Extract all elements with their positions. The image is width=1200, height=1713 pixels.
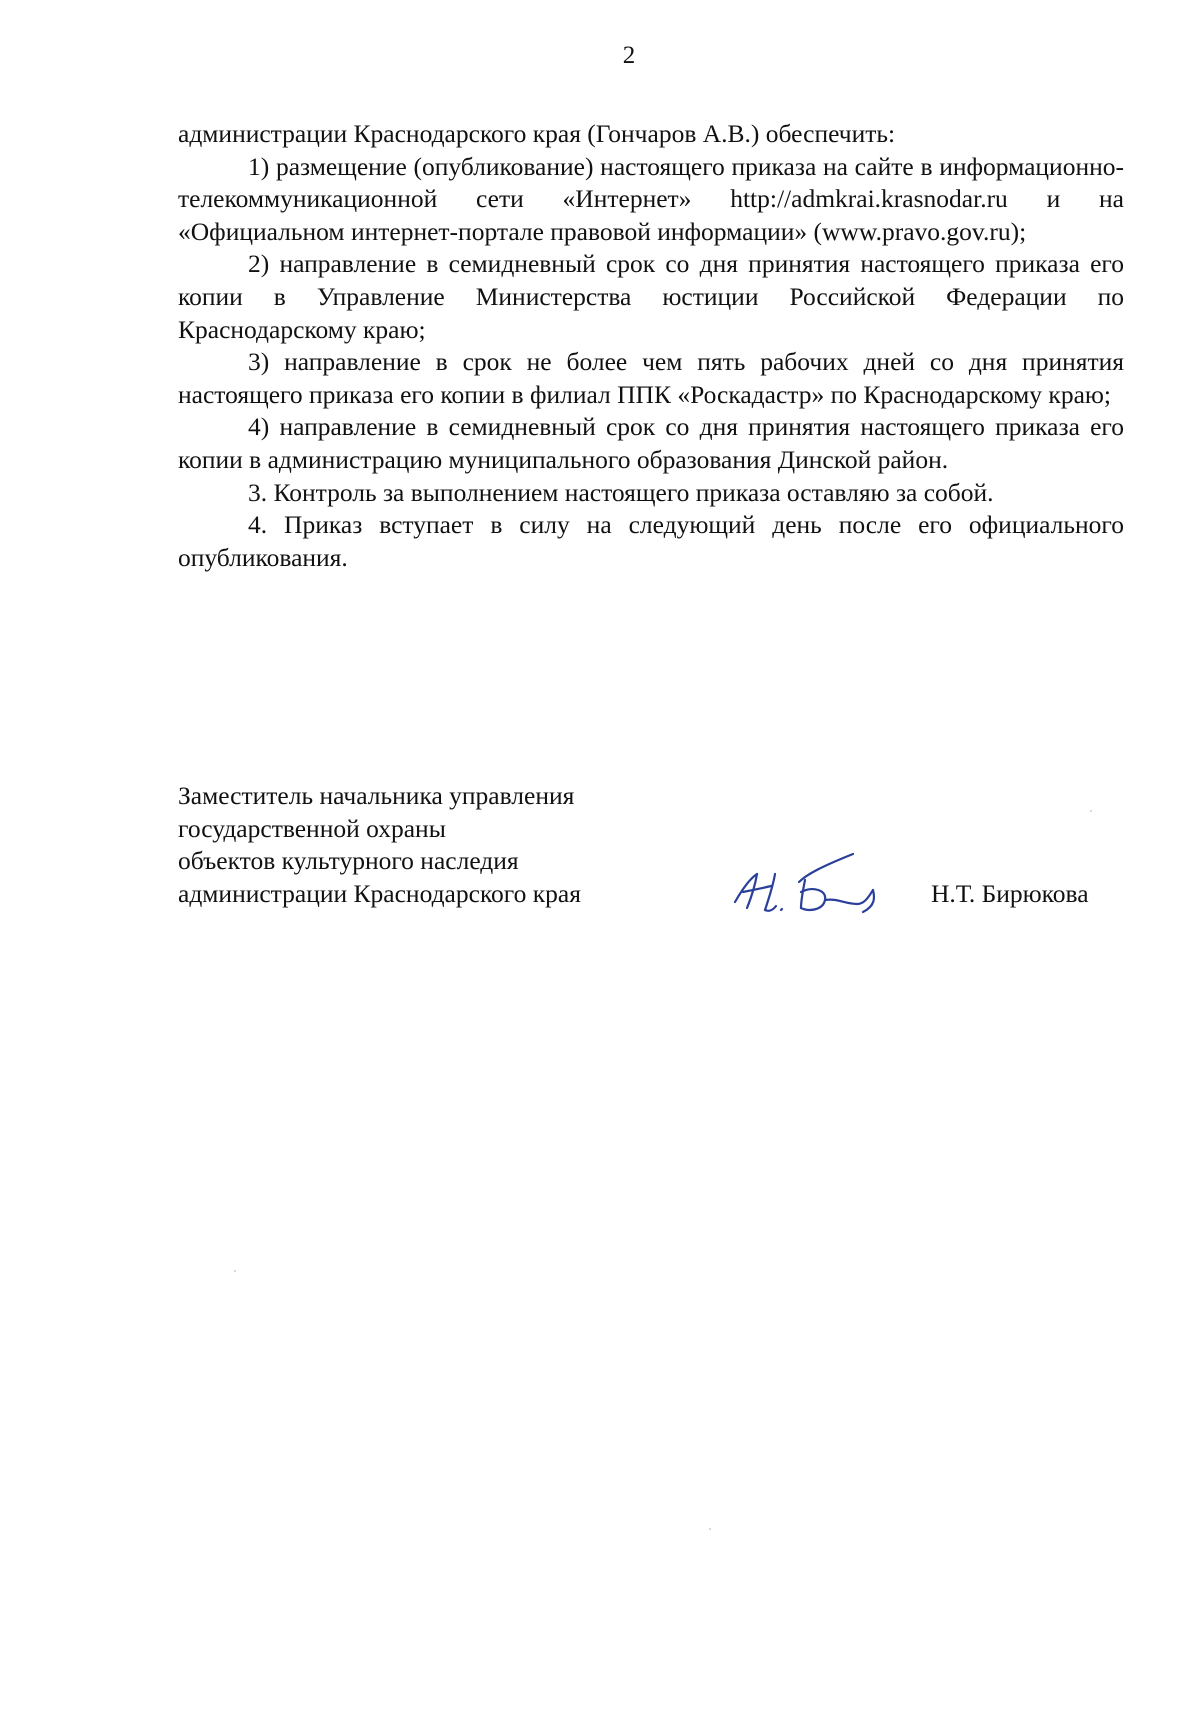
scan-artifact (709, 1528, 711, 1530)
signature-block (178, 780, 1124, 910)
paragraph-item-4: 4) направление в семидневный срок со дня принятия настоящего приказа его копии в администрацию муниципального образования Динской район. (178, 412, 1124, 474)
scan-artifact (1090, 810, 1092, 812)
signatory-title-line: Заместитель начальника управления (178, 781, 575, 810)
paragraph-clause-3: 3. Контроль за выполнением настоящего приказа оставляю за собой. (248, 477, 994, 507)
paragraph-item-1: 1) размещение (опубликование) настоящего приказа на сайте в информационно-телекоммуникационной сети «Интернет» http://admkrai.krasnodar.ru и на «Официальном интернет-портале правовой информации» (www.pravo.gov.ru); (178, 151, 1124, 246)
signatory-title-line: государственной охраны (178, 813, 446, 843)
signatory-title-line: администрации Краснодарского края (178, 878, 581, 908)
signatory-title-line: объектов культурного наследия (178, 846, 519, 876)
page-number: 2 (622, 42, 636, 69)
document-body (178, 118, 1124, 574)
handwritten-signature (713, 840, 913, 930)
paragraph-clause-4: 4. Приказ вступает в силу на следующий день после его официального опубликования. (178, 510, 1124, 572)
paragraph-item-2: 2) направление в семидневный срок со дня принятия настоящего приказа его копии в Управление Министерства юстиции Российской Федерации по Краснодарскому краю; (178, 249, 1124, 344)
scan-artifact (234, 1270, 236, 1272)
signatory-name: Н.Т. Бирюкова (931, 879, 1089, 908)
signature-ink (735, 854, 874, 912)
paragraph-intro: администрации Краснодарского края (Гончаров А.В.) обеспечить: (178, 119, 896, 148)
paragraph-item-3: 3) направление в срок не более чем пять рабочих дней со дня принятия настоящего приказа его копии в филиал ППК «Роскадастр» по Краснодарскому краю; (178, 347, 1124, 409)
